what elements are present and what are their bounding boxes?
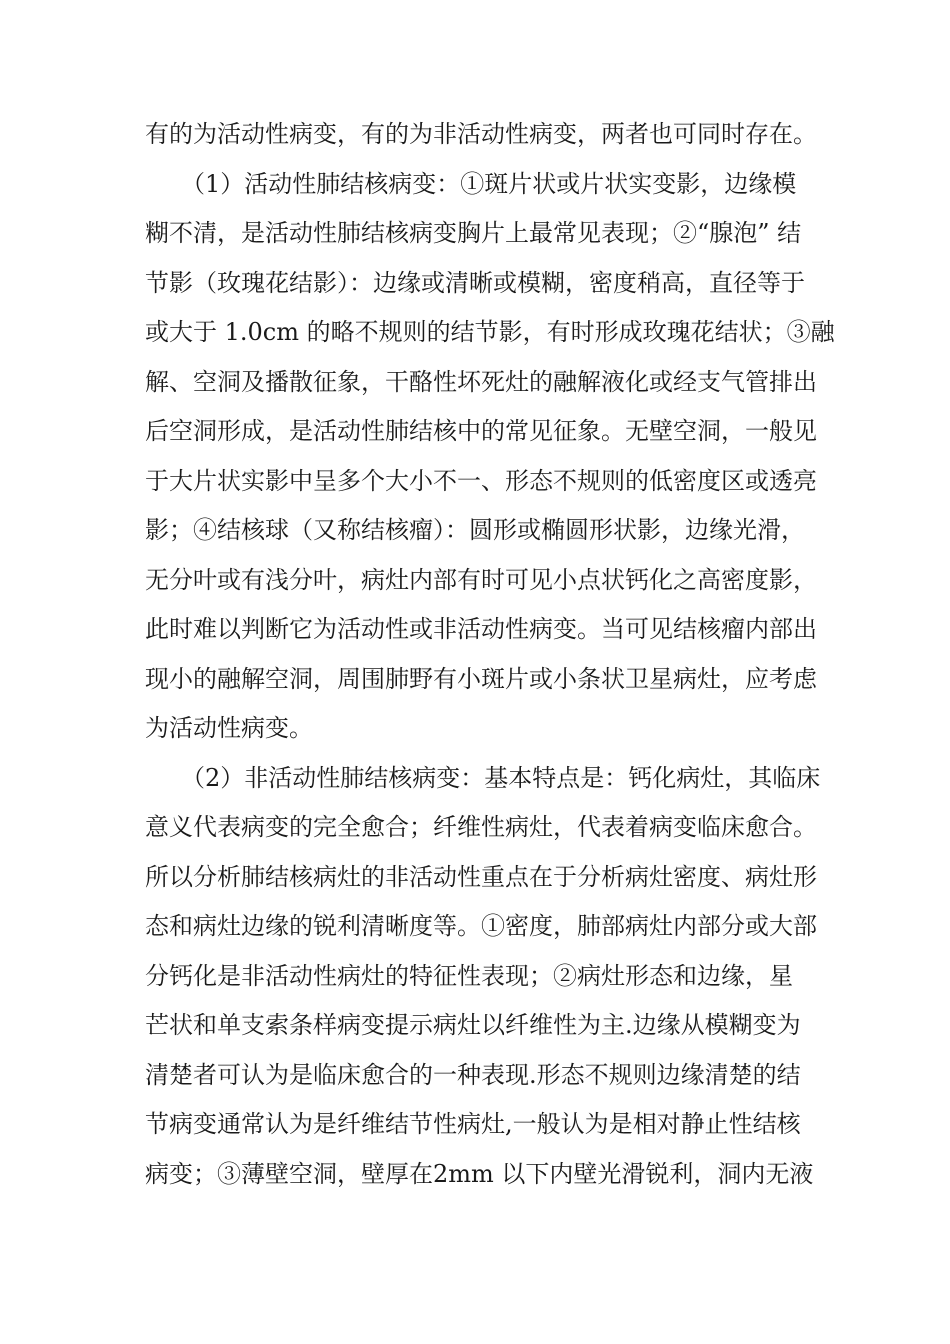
text-line: 所以分析肺结核病灶的非活动性重点在于分析病灶密度、病灶形 (145, 862, 817, 891)
text-line: （2）非活动性肺结核病变：基本特点是：钙化病灶，其临床 (181, 763, 821, 792)
text-line: 此时难以判断它为活动性或非活动性病变。当可见结核瘤内部出 (145, 615, 817, 643)
text-line: 节病变通常认为是纤维结节性病灶,一般认为是相对静止性结核 (145, 1110, 801, 1138)
text-line: 于大片状实影中呈多个大小不一、形态不规则的低密度区或透亮 (145, 466, 817, 495)
text-line: 后空洞形成，是活动性肺结核中的常见征象。无壁空洞，一般见 (145, 417, 817, 445)
text-line: 态和病灶边缘的锐利清晰度等。①密度，肺部病灶内部分或大部 (145, 912, 817, 940)
text-line: 糊不清，是活动性肺结核病变胸片上最常见表现；②“腺泡” 结 (145, 219, 802, 247)
text-line: 无分叶或有浅分叶，病灶内部有时可见小点状钙化之高密度影， (145, 565, 817, 594)
text-line: 芒状和单支索条样病变提示病灶以纤维性为主.边缘从模糊变为 (145, 1011, 801, 1039)
text-line: 或大于 1.0cm 的略不规则的结节影，有时形成玫瑰花结状；③融 (145, 318, 835, 346)
text-line: （1）活动性肺结核病变：①斑片状或片状实变影，边缘模 (169, 169, 797, 198)
text-line: 节影（玫瑰花结影）：边缘或清晰或模糊，密度稍高，直径等于 (145, 268, 805, 297)
text-line: 有的为活动性病变，有的为非活动性病变，两者也可同时存在。 (145, 120, 817, 148)
text-line: 影；④结核球（又称结核瘤）：圆形或椭圆形状影，边缘光滑， (145, 516, 805, 544)
text-line: 病变；③薄壁空洞，壁厚在2mm 以下内壁光滑锐利，洞内无液 (145, 1159, 814, 1188)
text-line: 清楚者可认为是临床愈合的一种表现.形态不规则边缘清楚的结 (145, 1060, 801, 1089)
text-line: 意义代表病变的完全愈合；纤维性病灶，代表着病变临床愈合。 (145, 813, 817, 841)
text-line: 解、空洞及播散征象，干酪性坏死灶的融解液化或经支气管排出 (145, 367, 817, 396)
text-line: 分钙化是非活动性病灶的特征性表现；②病灶形态和边缘，星 (145, 961, 793, 990)
text-line: 为活动性病变。 (145, 714, 313, 742)
body-text (145, 110, 835, 1199)
text-line: 现小的融解空洞，周围肺野有小斑片或小条状卫星病灶，应考虑 (145, 664, 817, 693)
